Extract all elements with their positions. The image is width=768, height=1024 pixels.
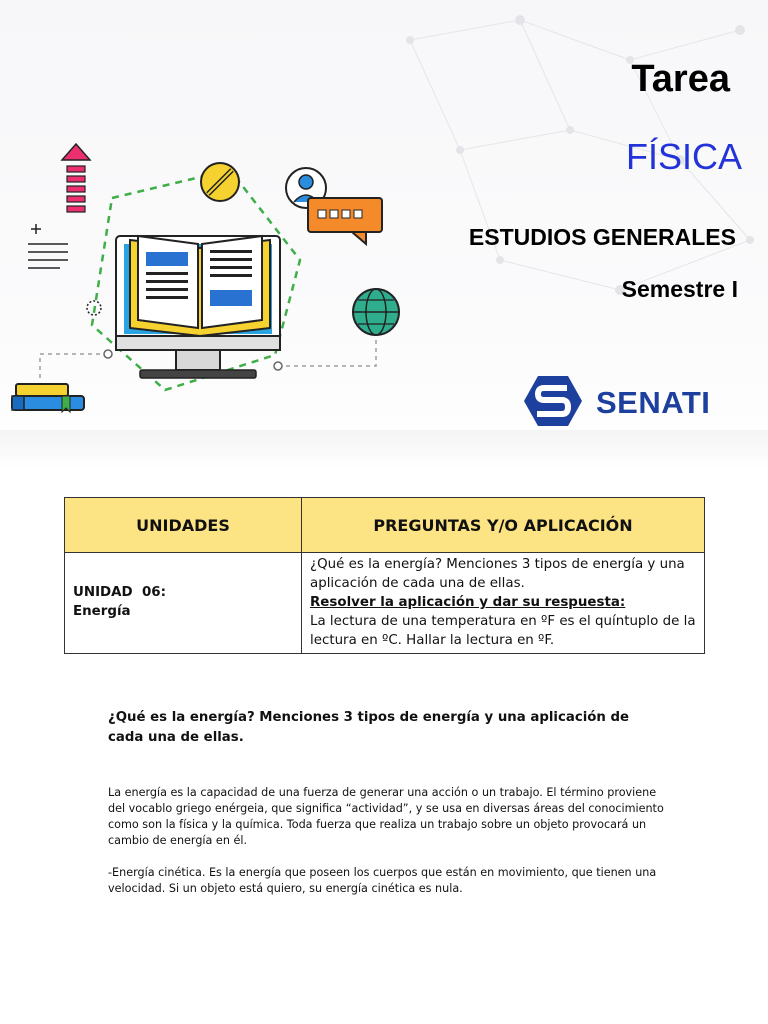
content-paragraph-2: -Energía cinética. Es la energía que poseen los cuerpos que están en movimiento, que tienen una velocidad. Si un objeto está quiero, su energía cinética es nula. — [108, 866, 657, 895]
table-question: ¿Qué es la energía? Menciones 3 tipos de energía y una aplicación de cada una de ellas. — [310, 557, 685, 591]
books-icon — [12, 384, 84, 412]
unit-cell — [65, 553, 302, 654]
table-application: La lectura de una temperatura en ºF es el quíntuplo de la lectura en ºC. Hallar la lectura en ºF. — [310, 614, 696, 648]
book-icon — [130, 236, 270, 336]
education-illustration — [0, 140, 420, 430]
content-paragraph-1: La energía es la capacidad de una fuerza de generar una acción o un trabajo. El término proviene del vocablo griego enérgeia, que significa “actividad”, y se usa en diversas áreas del conocimiento como son la física y la química. Toda fuerza que realiza un trabajo sobre un objeto provocará un cambio de energía en él. — [108, 786, 664, 847]
table-instruction: Resolver la aplicación y dar su respuesta: — [310, 595, 626, 610]
globe-icon — [353, 289, 399, 335]
brand — [524, 374, 734, 428]
unit-number: UNIDAD 06: — [73, 585, 166, 600]
senati-logo — [524, 374, 582, 428]
subject-title: FÍSICA — [625, 136, 742, 177]
header-units: UNIDADES — [65, 498, 302, 553]
semester-label: Semestre I — [621, 276, 738, 302]
brand-name: SENATI — [596, 385, 711, 420]
chat-icon — [308, 198, 382, 244]
table-header-row — [65, 498, 705, 553]
hero-shadow — [0, 430, 768, 470]
unit-topic: Energía — [73, 604, 131, 619]
units-table — [64, 497, 705, 654]
page-title: Tarea — [631, 58, 730, 100]
table-row — [65, 553, 705, 654]
list-icon — [28, 224, 68, 268]
content-question: ¿Qué es la energía? Menciones 3 tipos de energía y una aplicación de cada una de ellas. — [108, 710, 630, 745]
cover-hero — [0, 0, 768, 470]
questions-cell — [302, 553, 705, 654]
header-questions: PREGUNTAS Y/O APLICACIÓN — [302, 498, 705, 553]
arrow-up-icon — [62, 144, 90, 212]
pencil-icon — [201, 163, 239, 201]
program-title: ESTUDIOS GENERALES — [468, 224, 736, 250]
